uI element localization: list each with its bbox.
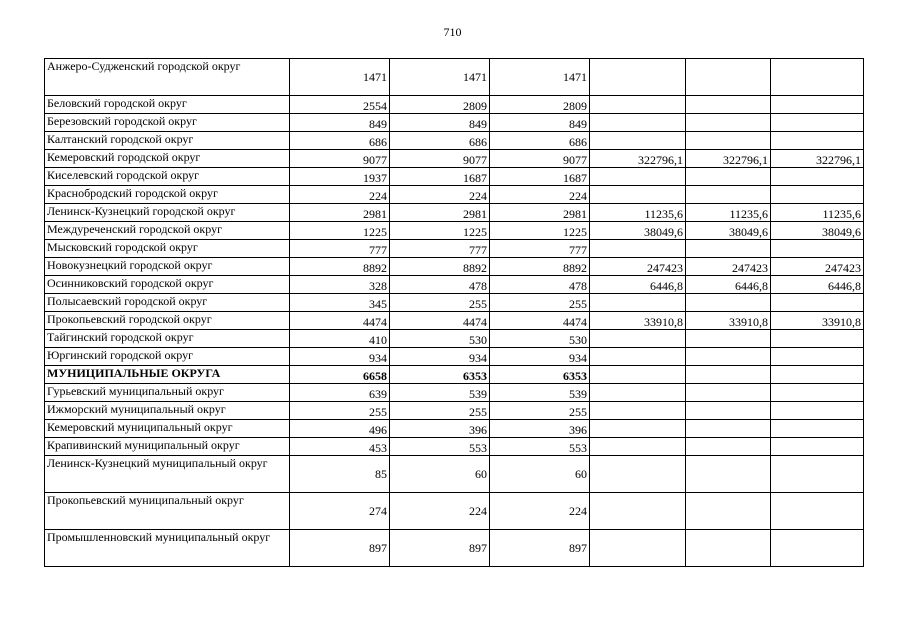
cell-value: 60 xyxy=(490,456,590,493)
table-row xyxy=(45,348,864,366)
cell-value: 224 xyxy=(490,493,590,530)
cell-value xyxy=(686,420,771,438)
cell-value: 686 xyxy=(390,132,490,150)
cell-value xyxy=(686,96,771,114)
cell-value: 38049,6 xyxy=(686,222,771,240)
row-name: Мысковский городской округ xyxy=(45,240,290,258)
cell-value: 38049,6 xyxy=(771,222,864,240)
cell-value xyxy=(771,59,864,96)
row-name: МУНИЦИПАЛЬНЫЕ ОКРУГА xyxy=(45,366,290,384)
cell-value: 33910,8 xyxy=(771,312,864,330)
cell-value xyxy=(771,132,864,150)
table-row xyxy=(45,420,864,438)
cell-value: 322796,1 xyxy=(771,150,864,168)
table-row xyxy=(45,222,864,240)
row-name: Полысаевский городской округ xyxy=(45,294,290,312)
cell-value: 777 xyxy=(490,240,590,258)
cell-value: 777 xyxy=(290,240,390,258)
cell-value xyxy=(771,348,864,366)
cell-value: 255 xyxy=(390,402,490,420)
table-row xyxy=(45,114,864,132)
cell-value: 478 xyxy=(490,276,590,294)
cell-value: 496 xyxy=(290,420,390,438)
row-name: Кемеровский муниципальный округ xyxy=(45,420,290,438)
cell-value xyxy=(771,384,864,402)
cell-value: 224 xyxy=(390,493,490,530)
cell-value: 639 xyxy=(290,384,390,402)
cell-value: 224 xyxy=(290,186,390,204)
cell-value xyxy=(590,294,686,312)
cell-value: 1225 xyxy=(390,222,490,240)
cell-value: 255 xyxy=(390,294,490,312)
cell-value: 33910,8 xyxy=(686,312,771,330)
cell-value: 8892 xyxy=(390,258,490,276)
cell-value xyxy=(590,384,686,402)
table-row xyxy=(45,59,864,96)
cell-value xyxy=(590,348,686,366)
cell-value: 11235,6 xyxy=(590,204,686,222)
cell-value: 410 xyxy=(290,330,390,348)
row-name: Кемеровский городской округ xyxy=(45,150,290,168)
cell-value xyxy=(771,294,864,312)
table-row xyxy=(45,132,864,150)
cell-value: 9077 xyxy=(490,150,590,168)
table-row xyxy=(45,312,864,330)
cell-value: 247423 xyxy=(771,258,864,276)
cell-value: 539 xyxy=(390,384,490,402)
cell-value xyxy=(590,456,686,493)
cell-value: 553 xyxy=(490,438,590,456)
cell-value: 1687 xyxy=(490,168,590,186)
cell-value: 6446,8 xyxy=(590,276,686,294)
cell-value: 6353 xyxy=(490,366,590,384)
table-row xyxy=(45,384,864,402)
cell-value xyxy=(686,402,771,420)
cell-value xyxy=(590,59,686,96)
cell-value xyxy=(771,366,864,384)
table-row xyxy=(45,186,864,204)
cell-value xyxy=(590,530,686,567)
cell-value: 4474 xyxy=(390,312,490,330)
cell-value: 6353 xyxy=(390,366,490,384)
table-row xyxy=(45,204,864,222)
cell-value: 2981 xyxy=(390,204,490,222)
cell-value xyxy=(590,240,686,258)
cell-value: 224 xyxy=(490,186,590,204)
cell-value: 4474 xyxy=(490,312,590,330)
row-name: Беловский городской округ xyxy=(45,96,290,114)
cell-value xyxy=(686,366,771,384)
cell-value: 8892 xyxy=(490,258,590,276)
cell-value: 1225 xyxy=(490,222,590,240)
cell-value xyxy=(771,493,864,530)
table-row xyxy=(45,96,864,114)
table-row xyxy=(45,366,864,384)
cell-value: 6658 xyxy=(290,366,390,384)
cell-value: 1471 xyxy=(290,59,390,96)
cell-value: 478 xyxy=(390,276,490,294)
cell-value xyxy=(686,59,771,96)
cell-value: 33910,8 xyxy=(590,312,686,330)
cell-value xyxy=(590,420,686,438)
row-name: Ижморский муниципальный округ xyxy=(45,402,290,420)
table-row xyxy=(45,276,864,294)
cell-value: 9077 xyxy=(290,150,390,168)
cell-value: 328 xyxy=(290,276,390,294)
cell-value xyxy=(686,168,771,186)
cell-value: 85 xyxy=(290,456,390,493)
cell-value xyxy=(686,438,771,456)
cell-value: 2809 xyxy=(490,96,590,114)
cell-value: 6446,8 xyxy=(686,276,771,294)
cell-value: 11235,6 xyxy=(686,204,771,222)
cell-value xyxy=(771,114,864,132)
cell-value: 530 xyxy=(490,330,590,348)
cell-value: 1937 xyxy=(290,168,390,186)
cell-value: 897 xyxy=(490,530,590,567)
row-name: Киселевский городской округ xyxy=(45,168,290,186)
cell-value xyxy=(686,240,771,258)
cell-value: 322796,1 xyxy=(590,150,686,168)
row-name: Промышленновский муниципальный округ xyxy=(45,530,290,567)
cell-value xyxy=(771,530,864,567)
cell-value: 11235,6 xyxy=(771,204,864,222)
cell-value xyxy=(686,186,771,204)
cell-value: 6446,8 xyxy=(771,276,864,294)
cell-value xyxy=(686,530,771,567)
table-row xyxy=(45,240,864,258)
cell-value xyxy=(686,384,771,402)
table-row xyxy=(45,168,864,186)
table-row xyxy=(45,530,864,567)
cell-value: 8892 xyxy=(290,258,390,276)
cell-value: 345 xyxy=(290,294,390,312)
cell-value: 60 xyxy=(390,456,490,493)
cell-value: 849 xyxy=(490,114,590,132)
cell-value xyxy=(771,438,864,456)
cell-value xyxy=(590,366,686,384)
cell-value: 934 xyxy=(390,348,490,366)
cell-value xyxy=(686,348,771,366)
cell-value: 9077 xyxy=(390,150,490,168)
row-name: Анжеро-Судженский городской округ xyxy=(45,59,290,96)
cell-value xyxy=(590,330,686,348)
table-row xyxy=(45,456,864,493)
cell-value xyxy=(686,330,771,348)
row-name: Краснобродский городской округ xyxy=(45,186,290,204)
row-name: Междуреченский городской округ xyxy=(45,222,290,240)
cell-value xyxy=(686,493,771,530)
cell-value xyxy=(771,402,864,420)
cell-value xyxy=(590,114,686,132)
row-name: Гурьевский муниципальный округ xyxy=(45,384,290,402)
row-name: Ленинск-Кузнецкий муниципальный округ xyxy=(45,456,290,493)
cell-value xyxy=(771,240,864,258)
row-name: Прокопьевский городской округ xyxy=(45,312,290,330)
cell-value: 38049,6 xyxy=(590,222,686,240)
cell-value: 1471 xyxy=(490,59,590,96)
cell-value: 396 xyxy=(390,420,490,438)
cell-value xyxy=(686,114,771,132)
cell-value xyxy=(771,186,864,204)
cell-value: 255 xyxy=(290,402,390,420)
cell-value: 2809 xyxy=(390,96,490,114)
cell-value: 4474 xyxy=(290,312,390,330)
cell-value xyxy=(771,168,864,186)
cell-value: 247423 xyxy=(590,258,686,276)
cell-value xyxy=(590,438,686,456)
cell-value xyxy=(590,168,686,186)
cell-value: 1471 xyxy=(390,59,490,96)
cell-value xyxy=(590,493,686,530)
cell-value: 777 xyxy=(390,240,490,258)
cell-value: 897 xyxy=(290,530,390,567)
cell-value xyxy=(590,96,686,114)
cell-value: 530 xyxy=(390,330,490,348)
row-name: Ленинск-Кузнецкий городской округ xyxy=(45,204,290,222)
cell-value: 453 xyxy=(290,438,390,456)
cell-value xyxy=(590,402,686,420)
cell-value: 539 xyxy=(490,384,590,402)
cell-value: 396 xyxy=(490,420,590,438)
table-row xyxy=(45,150,864,168)
cell-value: 934 xyxy=(290,348,390,366)
cell-value xyxy=(686,456,771,493)
cell-value: 255 xyxy=(490,402,590,420)
cell-value: 2554 xyxy=(290,96,390,114)
row-name: Осинниковский городской округ xyxy=(45,276,290,294)
table-row xyxy=(45,294,864,312)
cell-value xyxy=(686,132,771,150)
cell-value: 255 xyxy=(490,294,590,312)
page-number: 710 xyxy=(443,25,462,39)
table-row xyxy=(45,330,864,348)
cell-value: 686 xyxy=(290,132,390,150)
row-name: Новокузнецкий городской округ xyxy=(45,258,290,276)
table-row xyxy=(45,493,864,530)
row-name: Крапивинский муниципальный округ xyxy=(45,438,290,456)
row-name: Прокопьевский муниципальный округ xyxy=(45,493,290,530)
row-name: Калтанский городской округ xyxy=(45,132,290,150)
cell-value xyxy=(771,420,864,438)
row-name: Тайгинский городской округ xyxy=(45,330,290,348)
cell-value: 1225 xyxy=(290,222,390,240)
cell-value: 2981 xyxy=(490,204,590,222)
cell-value: 897 xyxy=(390,530,490,567)
cell-value: 274 xyxy=(290,493,390,530)
cell-value: 224 xyxy=(390,186,490,204)
cell-value: 247423 xyxy=(686,258,771,276)
cell-value xyxy=(590,132,686,150)
table-row xyxy=(45,438,864,456)
cell-value: 2981 xyxy=(290,204,390,222)
table-row xyxy=(45,258,864,276)
cell-value: 553 xyxy=(390,438,490,456)
cell-value: 849 xyxy=(390,114,490,132)
cell-value: 1687 xyxy=(390,168,490,186)
row-name: Юргинский городской округ xyxy=(45,348,290,366)
cell-value xyxy=(771,330,864,348)
data-table xyxy=(44,58,864,567)
cell-value xyxy=(686,294,771,312)
cell-value: 934 xyxy=(490,348,590,366)
table-row xyxy=(45,402,864,420)
row-name: Березовский городской округ xyxy=(45,114,290,132)
cell-value: 322796,1 xyxy=(686,150,771,168)
cell-value xyxy=(590,186,686,204)
cell-value: 849 xyxy=(290,114,390,132)
cell-value: 686 xyxy=(490,132,590,150)
cell-value xyxy=(771,456,864,493)
cell-value xyxy=(771,96,864,114)
